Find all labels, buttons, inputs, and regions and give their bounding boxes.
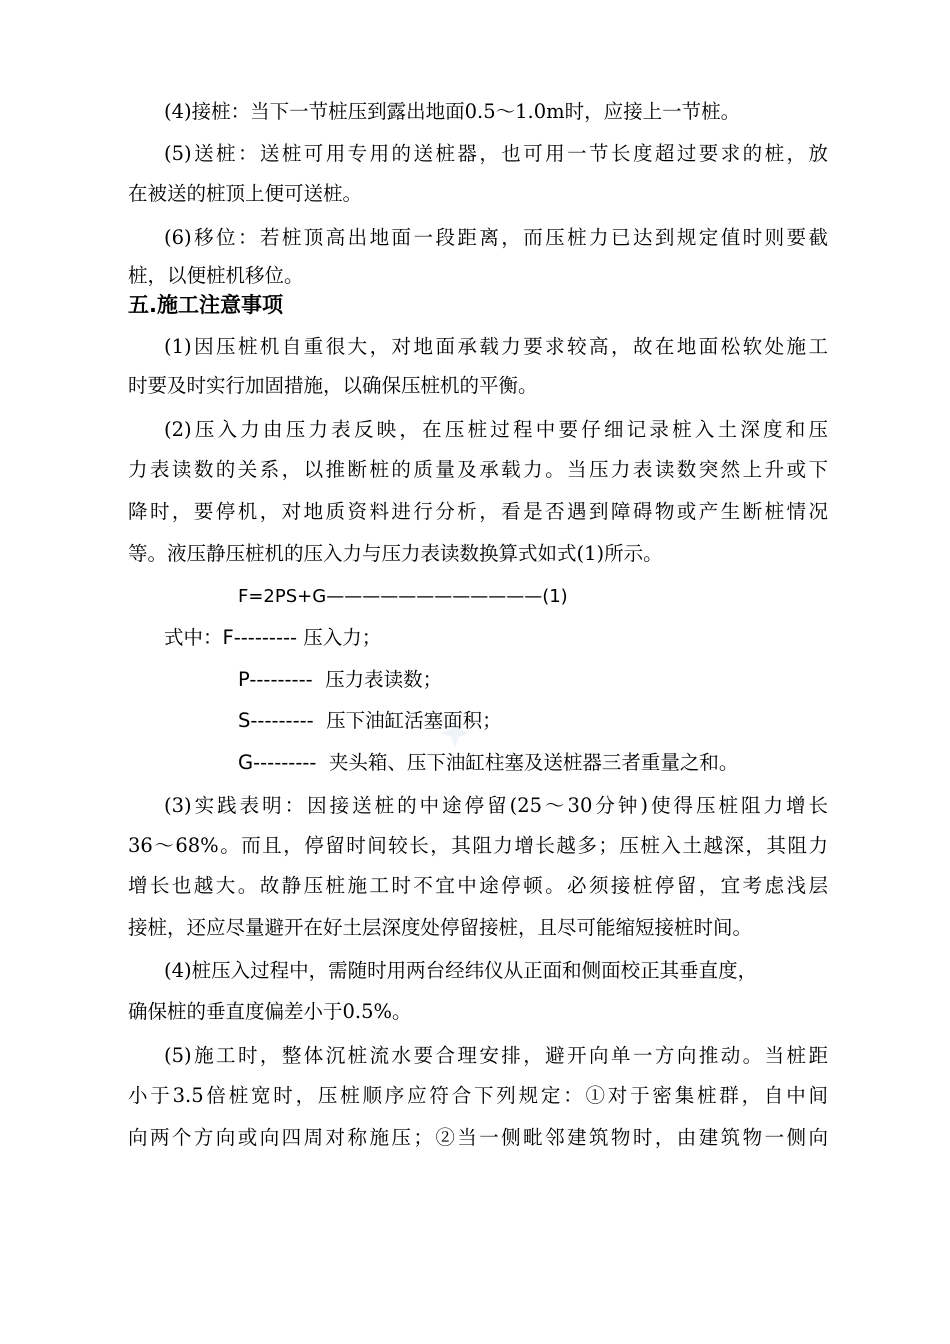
paragraph-1-line1: (1)因压桩机自重很大，对地面承载力要求较高，故在地面松软处施工 [164,335,828,358]
definition-meaning: 夹头箱、压下油缸柱塞及送桩器三者重量之和。 [328,751,739,774]
paragraph-2-line3: 降时，要停机，对地质资料进行分析，看是否遇到障碍物或产生断桩情况 [128,500,828,523]
paragraph-2-line1: (2)压入力由压力表反映，在压桩过程中要仔细记录桩入土深度和压 [164,418,828,441]
definition-symbol: P--------- [238,668,313,691]
paragraph-4-line2: 确保桩的垂直度偏差小于0.5%。 [128,1000,412,1023]
paragraph-2-line2: 力表读数的关系，以推断桩的质量及承载力。当压力表读数突然上升或下 [128,458,828,481]
definition-symbol: G--------- [238,751,317,774]
definition-row-p [238,666,828,694]
definition-symbol: S--------- [238,709,314,732]
definition-row-s [238,707,828,735]
paragraph-3-line4: 接桩，还应尽量避开在好土层深度处停留接桩，且尽可能缩短接桩时间。 [128,916,753,939]
definition-symbol: F--------- [222,626,298,649]
paragraph-2-line4: 等。液压静压桩机的压入力与压力表读数换算式如式(1)所示。 [128,542,663,565]
item-4-text: (4)接桩：当下一节桩压到露出地面0.5～1.0m时，应接上一节桩。 [164,100,741,123]
paragraph-3-line3: 增长也越大。故静压桩施工时不宜中途停顿。必须接桩停留，宜考虑浅层 [128,874,828,897]
item-6-text-line2: 桩，以便桩机移位。 [128,264,304,287]
paragraph-4-line1: (4)桩压入过程中，需随时用两台经纬仪从正面和侧面校正其垂直度， [164,959,758,982]
where-label: 式中： [164,626,223,649]
item-6-text-line1: (6)移位：若桩顶高出地面一段距离，而压桩力已达到规定值时则要截 [164,226,828,249]
watermark-icon [440,718,470,748]
definition-meaning: 压下油缸活塞面积； [326,709,502,732]
item-5-text-line1: (5)送桩：送桩可用专用的送桩器，也可用一节长度超过要求的桩，放 [164,142,828,165]
formula: F=2PS+G————————————(1) [238,586,568,607]
paragraph-3-line2: 36～68%。而且，停留时间较长，其阻力增长越多；压桩入土越深，其阻力 [128,834,828,857]
paragraph-3-line1: (3)实践表明：因接送桩的中途停留(25～30分钟)使得压桩阻力增长 [164,794,828,817]
definition-row-f [164,624,828,652]
section-heading: 五.施工注意事项 [128,293,283,317]
definition-meaning: 压入力； [303,626,382,649]
paragraph-5-line1: (5)施工时，整体沉桩流水要合理安排，避开向单一方向推动。当桩距 [164,1044,828,1067]
paragraph-5-line3: 向两个方向或向四周对称施压；②当一侧毗邻建筑物时，由建筑物一侧向 [128,1126,828,1149]
paragraph-5-line2: 小于3.5倍桩宽时，压桩顺序应符合下列规定：①对于密集桩群，自中间 [128,1084,828,1107]
definition-meaning: 压力表读数； [325,668,443,691]
definition-row-g [238,749,828,777]
item-5-text-line2: 在被送的桩顶上便可送桩。 [128,182,363,205]
paragraph-1-line2: 时要及时实行加固措施，以确保压桩机的平衡。 [128,374,538,397]
